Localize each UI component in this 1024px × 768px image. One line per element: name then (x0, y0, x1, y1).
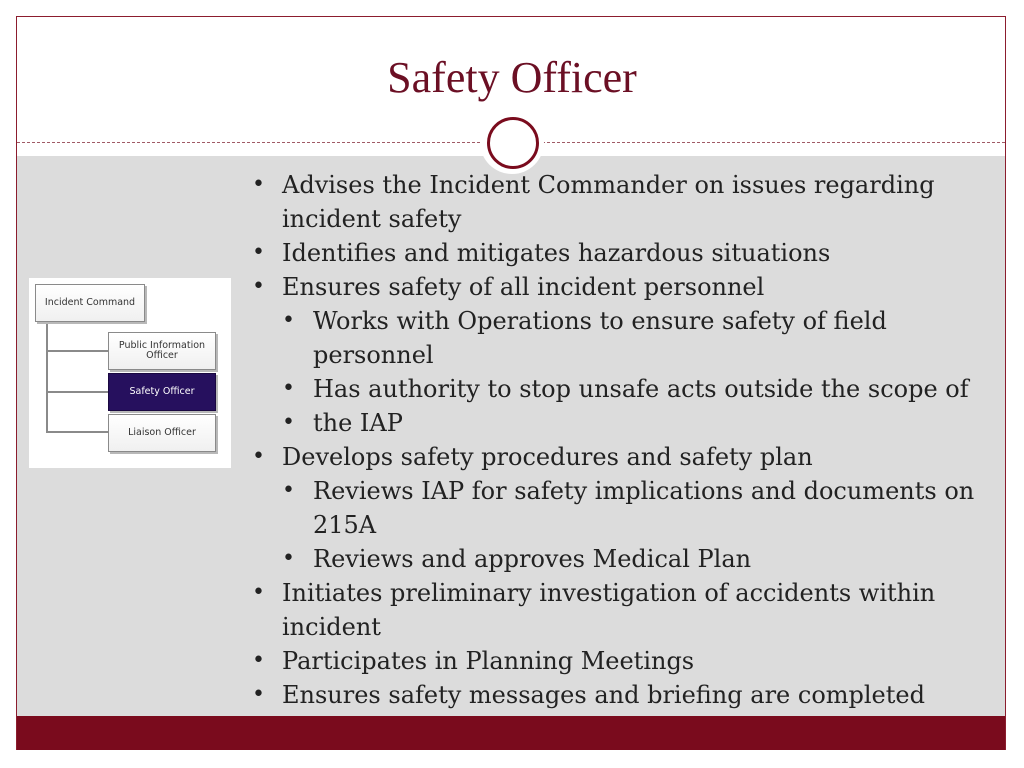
bullet-item: • Ensures safety of all incident personnel (248, 270, 1008, 304)
org-chart (29, 278, 231, 468)
sub-bullet-item: • Reviews IAP for safety implications and documents on 215A (248, 474, 1008, 542)
bullet-item: • Initiates preliminary investigation of accidents within incident (248, 576, 1008, 644)
bullet-item: • Develops safety procedures and safety plan (248, 440, 1008, 474)
sub-bullet-item: • Reviews and approves Medical Plan (248, 542, 1008, 576)
slide-title: Safety Officer (387, 53, 637, 102)
bullet-item: • Identifies and mitigates hazardous situations (248, 236, 1008, 270)
connector-branch (46, 391, 108, 393)
bullet-item: • Ensures safety messages and briefing are completed (248, 678, 1008, 712)
org-box-public-information-officer: Public Information Officer (108, 332, 216, 370)
connector-branch (46, 431, 108, 433)
sub-bullet-item: • Works with Operations to ensure safety of field personnel (248, 304, 1008, 372)
footer-bar (17, 716, 1005, 750)
connector-vertical (46, 322, 48, 432)
sub-bullet-item: • the IAP (248, 406, 1008, 440)
connector-branch (46, 350, 108, 352)
bullet-list (248, 168, 1008, 712)
sub-bullet-item: • Has authority to stop unsafe acts outside the scope of (248, 372, 1008, 406)
circle-ornament-ring (487, 117, 539, 169)
org-box-incident-command: Incident Command (35, 284, 145, 322)
org-box-safety-officer: Safety Officer (108, 373, 216, 411)
org-box-liaison-officer: Liaison Officer (108, 414, 216, 452)
bullet-item: • Advises the Incident Commander on issues regarding incident safety (248, 168, 1008, 236)
bullet-item: • Participates in Planning Meetings (248, 644, 1008, 678)
